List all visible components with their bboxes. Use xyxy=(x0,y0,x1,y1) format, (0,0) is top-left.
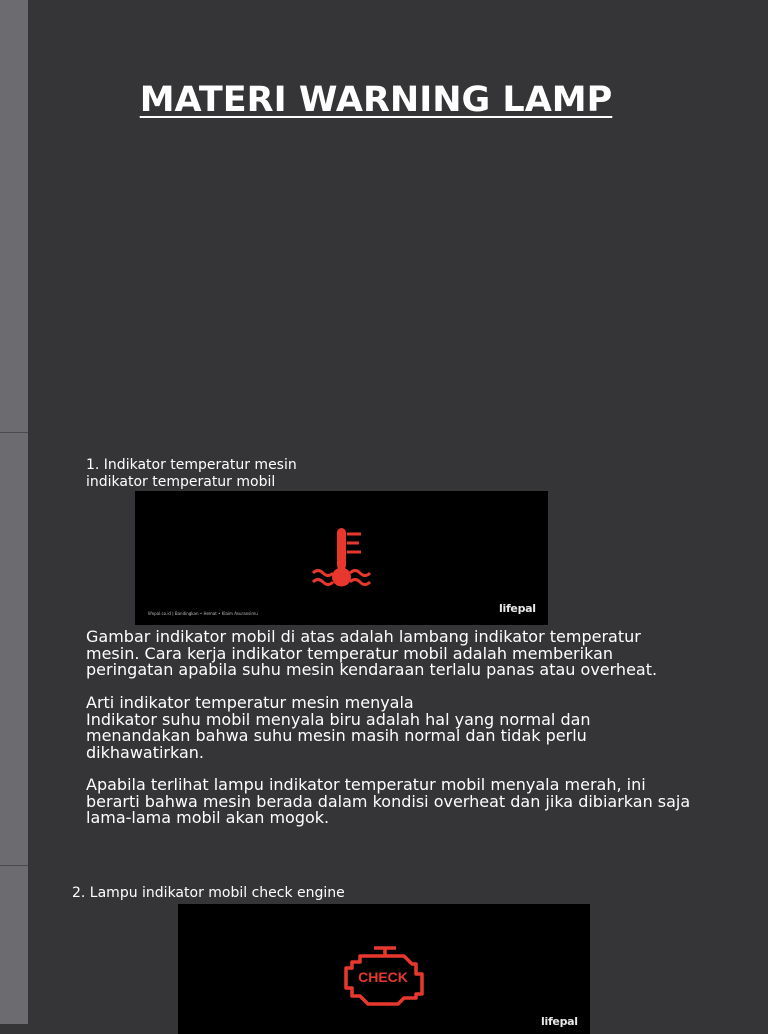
paragraph-3 xyxy=(86,775,691,827)
check-engine-icon xyxy=(178,904,590,1034)
paragraph-line: dikhawatirkan. xyxy=(86,742,205,762)
paragraph-line: berarti bahwa mesin berada dalam kondisi overheat dan jika dibiarkan saja xyxy=(86,791,691,811)
paragraph-line: Arti indikator temperatur mesin menyala xyxy=(86,693,414,712)
paragraph-line: lama-lama mobil akan mogok. xyxy=(86,808,330,827)
check-icon-text: CHECK xyxy=(358,969,408,985)
left-strip xyxy=(0,0,28,1024)
paragraph-line: peringatan apabila suhu mesin kendaraan terlalu panas atau overheat. xyxy=(86,660,658,679)
strip-divider xyxy=(0,865,28,866)
paragraph-line: mesin. Cara kerja indikator temperatur mobil adalah memberikan xyxy=(86,643,614,663)
engine-temperature-icon xyxy=(135,491,548,625)
lifepal-logo: lifepal xyxy=(499,602,536,615)
check-engine-image xyxy=(178,904,590,1034)
image-footer-text: lifepal.co.id | Bandingkan • Hemat • Klaim Asuransimu xyxy=(148,611,258,616)
paragraph-line: Gambar indikator mobil di atas adalah lambang indikator temperatur xyxy=(86,627,641,646)
paragraph-2 xyxy=(86,695,686,761)
paragraph-1 xyxy=(86,629,686,679)
section1-caption: indikator temperatur mobil xyxy=(86,474,276,490)
paragraph-line: Indikator suhu mobil menyala biru adalah hal yang normal dan xyxy=(86,709,591,729)
temperature-indicator-image xyxy=(135,491,548,625)
page-title: MATERI WARNING LAMP xyxy=(139,80,613,120)
lifepal-logo: lifepal xyxy=(541,1015,578,1028)
section1-heading: 1. Indikator temperatur mesin xyxy=(86,457,297,473)
paragraph-line: menandakan bahwa suhu mesin masih normal dan tidak perlu xyxy=(86,726,587,745)
strip-divider xyxy=(0,432,28,433)
paragraph-line: Apabila terlihat lampu indikator temperatur mobil menyala merah, ini xyxy=(86,775,646,794)
section2-heading: 2. Lampu indikator mobil check engine xyxy=(72,885,345,901)
